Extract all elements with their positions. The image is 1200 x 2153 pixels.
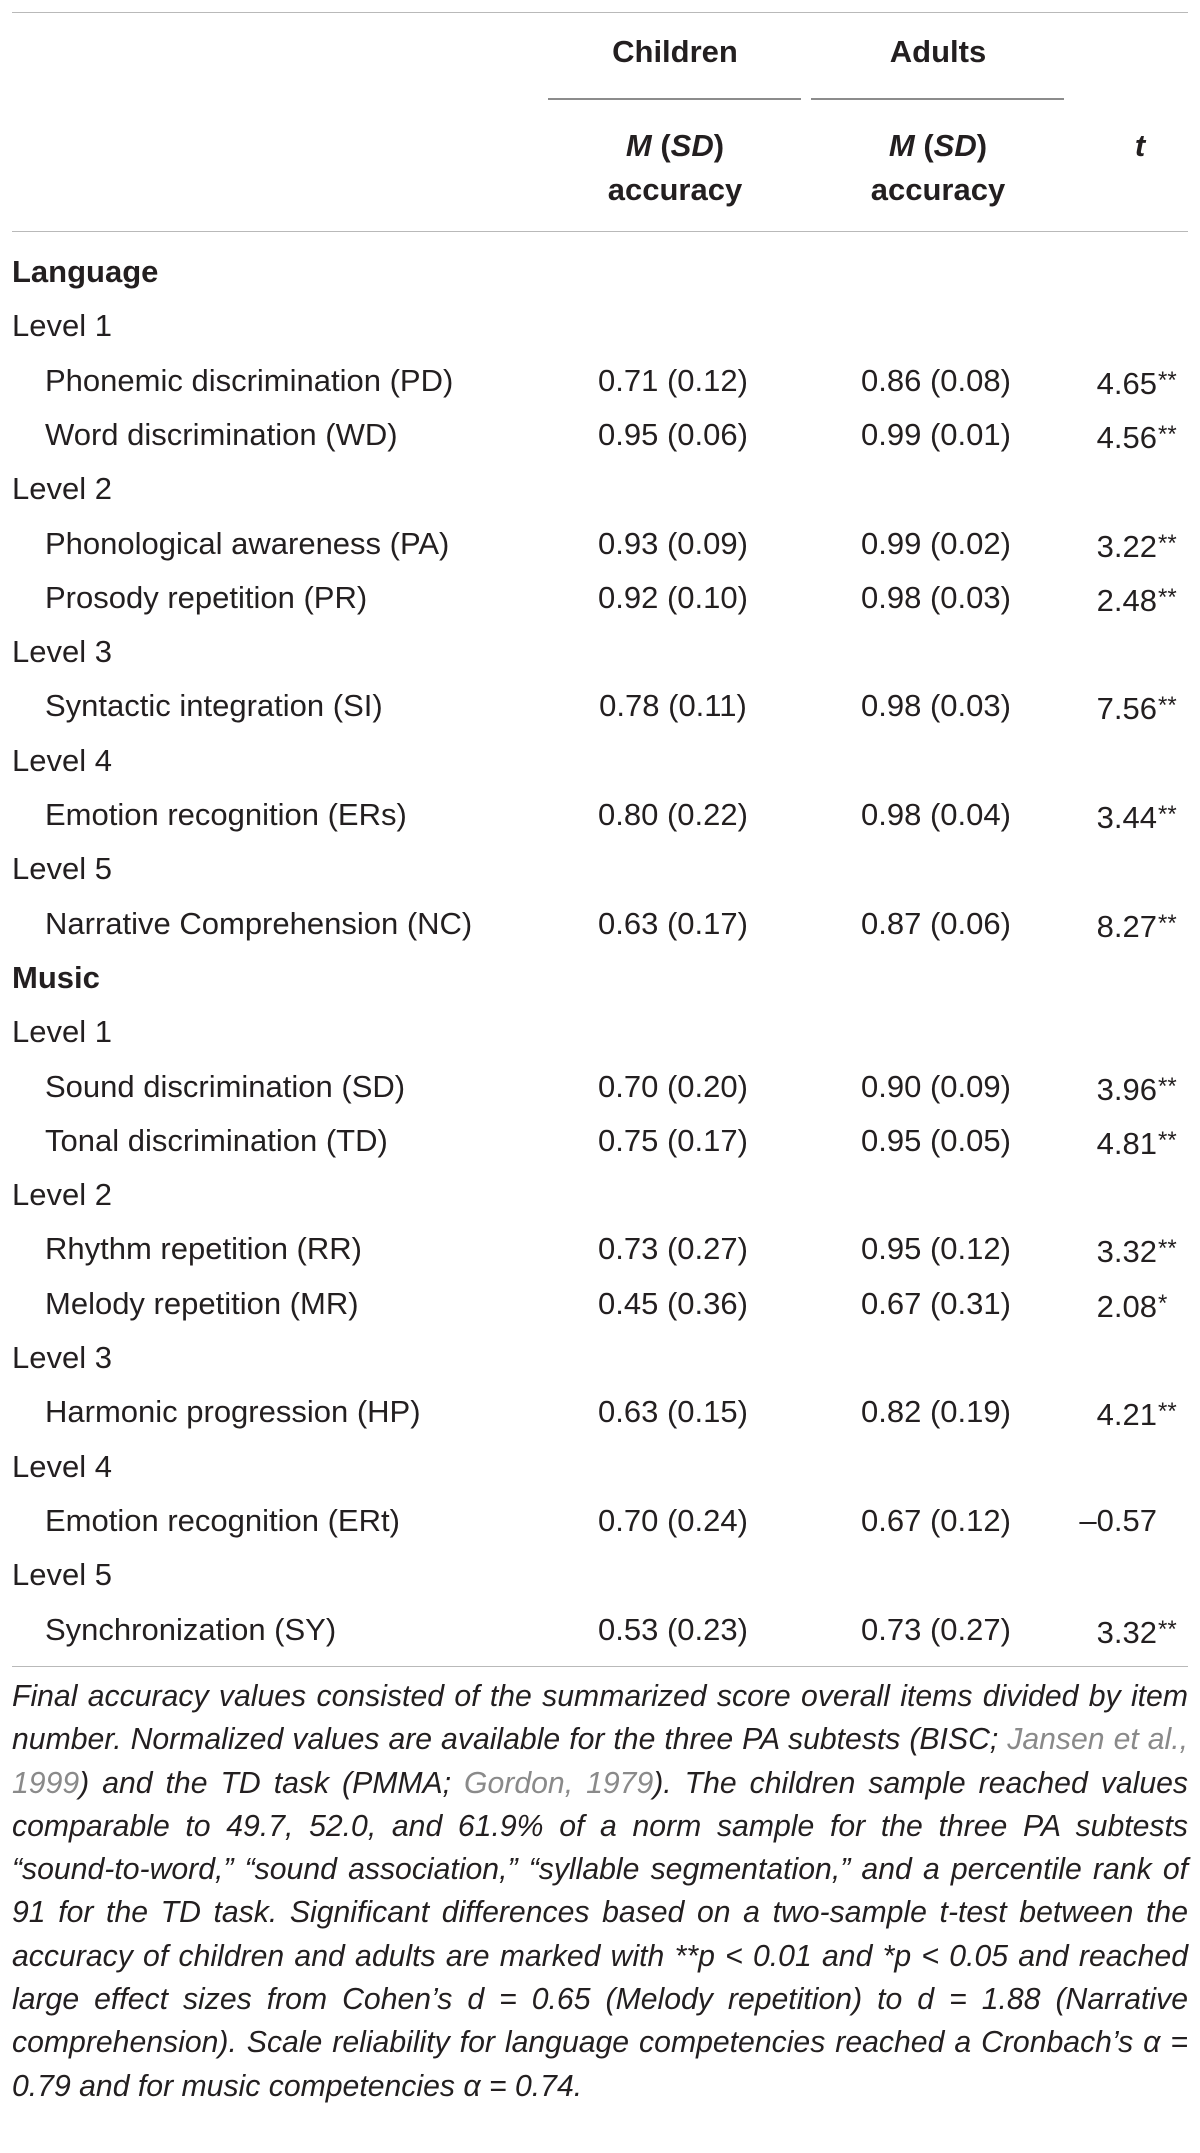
children-accuracy-cell: 0.63 (0.15) [598, 1394, 748, 1430]
adults-group-rule [811, 98, 1064, 100]
table-row-label: Tonal discrimination (TD) [45, 1122, 388, 1158]
adults-accuracy-cell: 0.95 (0.12) [861, 1231, 1011, 1267]
table-row [0, 1494, 1200, 1548]
significance-marker: ** [1158, 1615, 1177, 1643]
adults-accuracy-cell: 0.95 (0.05) [861, 1122, 1011, 1158]
t-value-cell [1070, 897, 1186, 954]
table-row-label: Narrative Comprehension (NC) [45, 905, 473, 941]
adults-accuracy-cell: 0.67 (0.31) [861, 1285, 1011, 1321]
adults-accuracy-cell: 0.82 (0.19) [861, 1394, 1011, 1430]
t-value-cell [1070, 1114, 1186, 1171]
table-bottom-rule [12, 1666, 1188, 1667]
level-heading-label: Level 3 [12, 634, 112, 670]
table-row [0, 1222, 1200, 1276]
table-row [0, 679, 1200, 733]
adults-accuracy-cell: 0.86 (0.08) [861, 362, 1011, 398]
adults-accuracy-cell: 0.90 (0.09) [861, 1068, 1011, 1104]
t-value: –0.57 [1079, 1502, 1157, 1538]
children-accuracy-cell: 0.93 (0.09) [598, 525, 748, 561]
table-row [0, 1603, 1200, 1657]
level-heading-label: Level 3 [12, 1340, 112, 1375]
table-row [0, 788, 1200, 842]
children-accuracy-cell: 0.63 (0.17) [598, 905, 748, 941]
level-heading [0, 1168, 1200, 1222]
significance-marker: ** [1158, 529, 1177, 557]
header-adults-stat: M (SD) accuracy [870, 128, 1006, 207]
t-value-cell [1070, 679, 1186, 736]
t-value-cell [1070, 1222, 1186, 1279]
table-row-label: Prosody repetition (PR) [45, 579, 368, 615]
table-row-label: Melody repetition (MR) [45, 1285, 359, 1321]
t-value: 3.32 [1096, 1614, 1157, 1650]
children-accuracy-cell: 0.53 (0.23) [598, 1611, 748, 1647]
table-row [0, 1114, 1200, 1168]
t-value-cell [1070, 1277, 1186, 1334]
children-group-rule [548, 98, 801, 100]
table-row-label: Emotion recognition (ERs) [45, 797, 407, 832]
header-children-stat: M (SD) accuracy [607, 128, 743, 207]
level-heading [0, 625, 1200, 679]
significance-marker: ** [1158, 1398, 1177, 1426]
adults-accuracy-cell: 0.99 (0.01) [861, 416, 1011, 452]
level-heading [0, 1440, 1200, 1494]
section-heading [0, 245, 1200, 299]
t-value: 7.56 [1096, 691, 1157, 727]
t-value-cell [1070, 408, 1186, 465]
table-row-label: Word discrimination (WD) [45, 416, 398, 452]
level-heading [0, 299, 1200, 353]
t-value: 2.08 [1096, 1288, 1157, 1324]
table-row-label: Harmonic progression (HP) [45, 1394, 421, 1430]
t-value: 4.21 [1096, 1397, 1157, 1433]
section-heading-label: Language [12, 254, 159, 289]
children-accuracy-cell: 0.78 (0.11) [599, 688, 747, 724]
table-row [0, 1060, 1200, 1114]
t-value-cell [1070, 1385, 1186, 1442]
significance-marker: ** [1158, 1072, 1177, 1100]
level-heading [0, 462, 1200, 516]
children-accuracy-cell: 0.70 (0.20) [598, 1068, 748, 1104]
children-accuracy-cell: 0.95 (0.06) [598, 416, 748, 452]
table-row [0, 408, 1200, 462]
t-value-cell [1070, 788, 1186, 845]
header-children-group: Children [612, 34, 738, 69]
table-row [0, 1277, 1200, 1331]
level-heading-label: Level 4 [12, 1448, 112, 1484]
table-row-label: Syntactic integration (SI) [45, 688, 383, 724]
t-value: 3.96 [1096, 1071, 1157, 1107]
significance-marker: ** [1158, 1126, 1177, 1154]
table-row [0, 517, 1200, 571]
table-row-label: Phonemic discrimination (PD) [45, 362, 454, 398]
adults-accuracy-cell: 0.98 (0.03) [861, 688, 1011, 724]
level-heading-label: Level 4 [12, 742, 112, 778]
level-heading [0, 842, 1200, 896]
children-accuracy-cell: 0.70 (0.24) [598, 1502, 748, 1538]
footnote-reference-jansen[interactable]: Jansen et al., 1999 [12, 1723, 1188, 1800]
header-adults-group: Adults [889, 34, 987, 69]
t-value-cell [1070, 571, 1186, 628]
significance-marker: ** [1158, 583, 1177, 611]
section-heading [0, 951, 1200, 1005]
header-bottom-rule [12, 231, 1188, 232]
t-value-cell [1070, 517, 1186, 574]
significance-marker: ** [1158, 1235, 1177, 1263]
header-t: t [1134, 128, 1146, 163]
level-heading-label: Level 2 [12, 471, 112, 507]
table-row [0, 1385, 1200, 1439]
level-heading [0, 1548, 1200, 1602]
t-value: 4.56 [1096, 419, 1157, 455]
table-top-rule [12, 12, 1188, 13]
children-accuracy-cell: 0.75 (0.17) [598, 1122, 748, 1158]
t-value: 3.32 [1096, 1234, 1157, 1270]
t-value-cell [1070, 354, 1186, 411]
significance-marker: ** [1158, 420, 1177, 448]
level-heading [0, 1331, 1200, 1385]
children-accuracy-cell: 0.73 (0.27) [598, 1231, 748, 1267]
children-accuracy-cell: 0.92 (0.10) [598, 579, 748, 615]
table-row-label: Rhythm repetition (RR) [45, 1231, 362, 1267]
table-row [0, 354, 1200, 408]
significance-marker: * [1158, 1289, 1168, 1317]
footnote-reference-gordon[interactable]: Gordon, 1979 [464, 1766, 654, 1800]
table-row-label: Emotion recognition (ERt) [45, 1502, 400, 1538]
level-heading [0, 734, 1200, 788]
t-value: 2.48 [1096, 582, 1157, 618]
t-value-cell [1070, 1494, 1186, 1548]
significance-marker: ** [1158, 801, 1177, 828]
adults-accuracy-cell: 0.99 (0.02) [861, 525, 1011, 561]
adults-accuracy-cell: 0.73 (0.27) [861, 1611, 1011, 1647]
level-heading-label: Level 1 [12, 308, 112, 344]
t-value: 3.44 [1096, 800, 1157, 835]
table-row [0, 571, 1200, 625]
significance-marker: ** [1158, 692, 1177, 720]
level-heading-label: Level 2 [12, 1177, 112, 1213]
level-heading-label: Level 1 [12, 1014, 112, 1050]
adults-accuracy-cell: 0.87 (0.06) [861, 905, 1011, 941]
children-accuracy-cell: 0.80 (0.22) [598, 797, 748, 832]
table-row-label: Phonological awareness (PA) [45, 525, 450, 561]
significance-marker: ** [1158, 909, 1177, 937]
t-value: 8.27 [1096, 908, 1157, 944]
t-value-cell [1070, 1603, 1186, 1660]
table-row-label: Sound discrimination (SD) [45, 1068, 406, 1104]
section-heading-label: Music [12, 959, 100, 995]
t-value: 4.81 [1096, 1125, 1157, 1161]
table-footnote: Final accuracy values consisted of the summarized score overall items divided by item number. Normalized values are available for the three PA subtests (BISC; Jansen et al., 1999) and the TD task (PMMA; Gordon, 1979). The children sample reached values comparable to 49.7, 52.0, and 61.9% of a norm sample for the three PA subtests “sound-to-word,” “sound association,” “syllable segmentation,” and a percentile rank of 91 for the TD task. Significant differences based on a two-sample t-test between the accuracy of children and adults are marked with **p < 0.01 and *p < 0.05 and reached large effect sizes from Cohen’s d = 0.65 (Melody repetition) to d = 1.88 (Narrative comprehension). Scale reliability for language competencies reached a Cronbach’s α = 0.79 and for music competencies α = 0.74. [12, 1680, 1188, 2103]
adults-accuracy-cell: 0.98 (0.03) [861, 579, 1011, 615]
adults-accuracy-cell: 0.98 (0.04) [861, 797, 1011, 832]
children-accuracy-cell: 0.71 (0.12) [598, 362, 748, 398]
level-heading-label: Level 5 [12, 851, 112, 887]
level-heading [0, 1005, 1200, 1059]
table-row-label: Synchronization (SY) [45, 1611, 337, 1647]
t-value: 4.65 [1096, 365, 1157, 401]
t-value-cell [1070, 1060, 1186, 1117]
adults-accuracy-cell: 0.67 (0.12) [861, 1502, 1011, 1538]
level-heading-label: Level 5 [12, 1557, 112, 1593]
significance-marker: ** [1158, 366, 1177, 394]
t-value: 3.22 [1096, 528, 1157, 564]
children-accuracy-cell: 0.45 (0.36) [598, 1285, 748, 1321]
table-row [0, 897, 1200, 951]
